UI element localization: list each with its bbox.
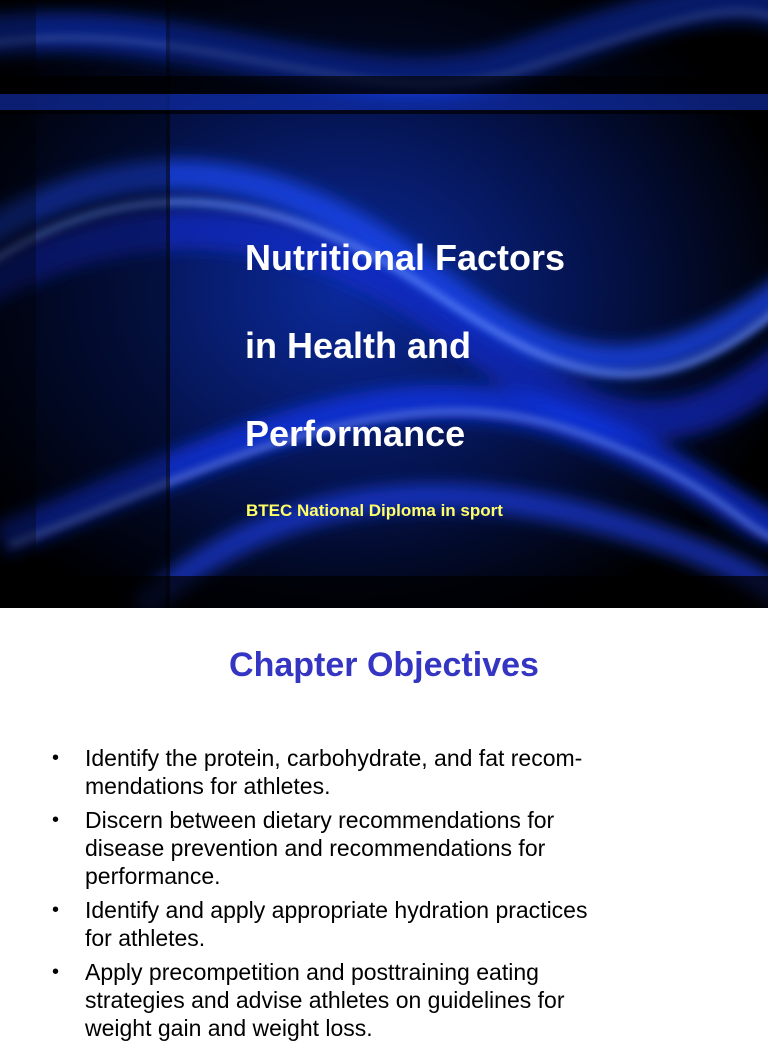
objective-line: Apply precompetition and posttraining eating xyxy=(85,959,539,985)
title-line: Performance xyxy=(245,413,466,454)
bullet-icon: • xyxy=(52,899,60,921)
objective-item xyxy=(52,896,712,952)
objective-line: weight gain and weight loss. xyxy=(85,1015,373,1041)
title-line: in Health and xyxy=(245,325,472,366)
objectives-slide xyxy=(0,608,768,1041)
bullet-icon: • xyxy=(52,809,60,831)
objective-item xyxy=(52,744,712,800)
objective-item xyxy=(52,958,712,1042)
objective-line: mendations for athletes. xyxy=(85,773,331,799)
objectives-list xyxy=(52,744,712,1048)
presentation-title xyxy=(245,192,725,456)
objective-line: strategies and advise athletes on guidelines for xyxy=(85,987,565,1013)
objective-item xyxy=(52,806,712,890)
objective-line: disease prevention and recommendations for xyxy=(85,835,546,861)
objective-line: performance. xyxy=(85,863,221,889)
objectives-heading: Chapter Objectives xyxy=(229,646,539,684)
objective-line: Identify and apply appropriate hydration practices xyxy=(85,897,588,923)
presentation-subtitle: BTEC National Diploma in sport xyxy=(246,501,503,520)
objective-line: for athletes. xyxy=(85,925,206,951)
title-line: Nutritional Factors xyxy=(245,237,566,278)
bullet-icon: • xyxy=(52,961,60,983)
objective-line: Discern between dietary recommendations for xyxy=(85,807,555,833)
objective-line: Identify the protein, carbohydrate, and fat recom- xyxy=(85,745,583,771)
bullet-icon: • xyxy=(52,747,60,769)
